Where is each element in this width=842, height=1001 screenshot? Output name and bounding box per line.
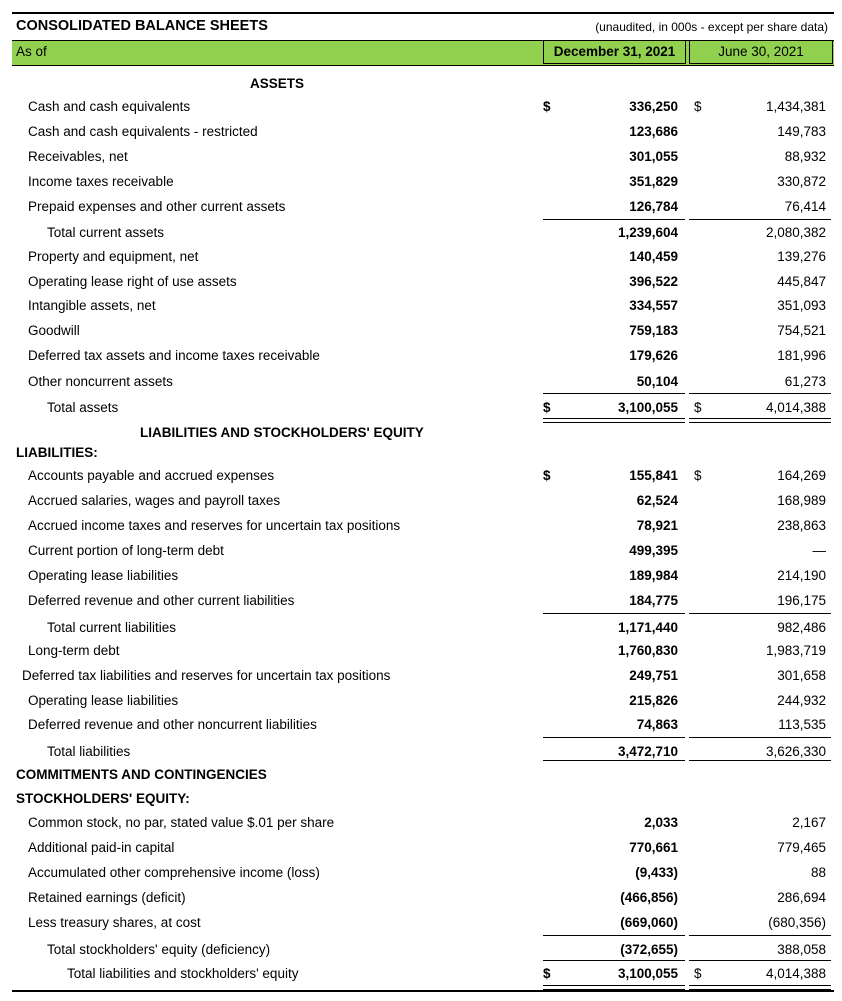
- table-row: [0, 171, 842, 193]
- table-row-total: [0, 939, 842, 961]
- value-jun-2021: 286,694: [777, 890, 826, 905]
- value-dec-2021: 215,826: [629, 693, 678, 708]
- table-row: [0, 837, 842, 859]
- value-jun-2021: 445,847: [777, 274, 826, 289]
- table-row: [0, 862, 842, 884]
- table-row: [0, 465, 842, 487]
- value-dec-2021: 336,250: [629, 99, 678, 114]
- row-label: Cash and cash equivalents - restricted: [28, 124, 258, 139]
- currency-symbol: $: [543, 966, 551, 981]
- value-dec-2021: 50,104: [636, 374, 678, 389]
- value-jun-2021: 1,983,719: [765, 643, 826, 658]
- currency-symbol: $: [694, 468, 702, 483]
- double-rule: [689, 418, 831, 423]
- value-dec-2021: 3,100,055: [617, 966, 678, 981]
- value-dec-2021: 351,829: [629, 174, 678, 189]
- row-label: Accumulated other comprehensive income (loss): [28, 865, 320, 880]
- table-row: [0, 320, 842, 342]
- table-row: [0, 640, 842, 662]
- value-dec-2021: 155,841: [629, 468, 678, 483]
- table-row: [0, 665, 842, 687]
- row-label: Goodwill: [28, 323, 80, 338]
- subtotal-rule: [543, 960, 685, 961]
- total-rule: [689, 760, 831, 761]
- value-jun-2021: 238,863: [777, 518, 826, 533]
- value-jun-2021: 88,932: [784, 149, 826, 164]
- table-row: [0, 345, 842, 367]
- value-jun-2021: 388,058: [777, 942, 826, 957]
- value-jun-2021: 168,989: [777, 493, 826, 508]
- value-dec-2021: (9,433): [635, 865, 678, 880]
- row-label: Total current liabilities: [47, 620, 177, 635]
- currency-symbol: $: [543, 99, 551, 114]
- value-jun-2021: 76,414: [784, 199, 826, 214]
- subtotal-rule: [689, 737, 831, 738]
- value-dec-2021: (372,655): [620, 942, 678, 957]
- value-dec-2021: 3,100,055: [617, 400, 678, 415]
- row-label: Long-term debt: [28, 643, 120, 658]
- table-row-total: [0, 222, 842, 244]
- row-label: Deferred revenue and other noncurrent liabilities: [28, 717, 317, 732]
- value-jun-2021: 754,521: [777, 323, 826, 338]
- value-jun-2021: 2,080,382: [765, 225, 826, 240]
- value-dec-2021: 189,984: [629, 568, 678, 583]
- row-label: Total current assets: [47, 225, 165, 240]
- currency-symbol: $: [543, 468, 551, 483]
- value-dec-2021: 334,557: [629, 298, 678, 313]
- row-label: Less treasury shares, at cost: [28, 915, 201, 930]
- row-label: Deferred tax assets and income taxes receivable: [28, 348, 320, 363]
- value-jun-2021: 196,175: [777, 593, 826, 608]
- row-label: Total liabilities: [47, 744, 131, 759]
- value-dec-2021: 140,459: [629, 249, 678, 264]
- table-row: [0, 121, 842, 143]
- row-label: Property and equipment, net: [28, 249, 199, 264]
- row-label: Deferred tax liabilities and reserves for uncertain tax positions: [22, 668, 391, 683]
- value-dec-2021: 1,760,830: [617, 643, 678, 658]
- table-row: [0, 690, 842, 712]
- bottom-rule: [12, 990, 834, 992]
- value-jun-2021: 1,434,381: [765, 99, 826, 114]
- value-dec-2021: 179,626: [629, 348, 678, 363]
- row-label: Operating lease right of use assets: [28, 274, 237, 289]
- total-rule: [543, 760, 685, 761]
- table-row-total: [0, 617, 842, 639]
- currency-symbol: $: [694, 99, 702, 114]
- value-dec-2021: 2,033: [644, 815, 678, 830]
- value-jun-2021: —: [812, 543, 826, 558]
- section-assets: ASSETS: [250, 76, 305, 91]
- value-jun-2021: 244,932: [777, 693, 826, 708]
- value-jun-2021: 779,465: [777, 840, 826, 855]
- row-label: Accounts payable and accrued expenses: [28, 468, 275, 483]
- row-label: Operating lease liabilities: [28, 568, 179, 583]
- column-header-dec-2021: December 31, 2021: [543, 40, 686, 64]
- table-row: [0, 812, 842, 834]
- value-dec-2021: 78,921: [636, 518, 678, 533]
- subtotal-rule: [543, 737, 685, 738]
- table-row: [0, 271, 842, 293]
- value-dec-2021: 74,863: [636, 717, 678, 732]
- value-jun-2021: 139,276: [777, 249, 826, 264]
- table-row: [0, 295, 842, 317]
- value-jun-2021: (680,356): [768, 915, 826, 930]
- row-label: Other noncurrent assets: [28, 374, 173, 389]
- subtotal-rule: [689, 613, 831, 614]
- value-jun-2021: 164,269: [777, 468, 826, 483]
- double-rule: [543, 418, 685, 423]
- row-label: Deferred revenue and other current liabilities: [28, 593, 295, 608]
- row-label: Prepaid expenses and other current assets: [28, 199, 286, 214]
- value-dec-2021: 126,784: [629, 199, 678, 214]
- value-jun-2021: 4,014,388: [765, 966, 826, 981]
- subtotal-rule: [689, 393, 831, 394]
- table-row-grand-total: [0, 397, 842, 419]
- table-row: [0, 714, 842, 736]
- value-jun-2021: 61,273: [784, 374, 826, 389]
- row-label: Cash and cash equivalents: [28, 99, 191, 114]
- value-dec-2021: 1,239,604: [617, 225, 678, 240]
- subtotal-rule: [543, 613, 685, 614]
- value-dec-2021: 396,522: [629, 274, 678, 289]
- currency-symbol: $: [694, 400, 702, 415]
- row-label: Common stock, no par, stated value $.01 per share: [28, 815, 335, 830]
- table-row: [0, 887, 842, 909]
- subtotal-rule: [689, 960, 831, 961]
- value-jun-2021: 982,486: [777, 620, 826, 635]
- row-label: Additional paid-in capital: [28, 840, 175, 855]
- section-liabilities-equity: LIABILITIES AND STOCKHOLDERS' EQUITY: [140, 425, 424, 440]
- table-row: [0, 196, 842, 218]
- value-dec-2021: 123,686: [629, 124, 678, 139]
- value-dec-2021: 62,524: [636, 493, 678, 508]
- row-label: Income taxes receivable: [28, 174, 174, 189]
- value-jun-2021: 113,535: [778, 717, 826, 732]
- page-title: CONSOLIDATED BALANCE SHEETS: [16, 18, 268, 34]
- column-header-jun-2021: June 30, 2021: [689, 40, 833, 64]
- currency-symbol: $: [543, 400, 551, 415]
- value-dec-2021: 184,775: [629, 593, 678, 608]
- row-label: Receivables, net: [28, 149, 128, 164]
- value-dec-2021: 3,472,710: [617, 744, 678, 759]
- row-label: Total assets: [47, 400, 119, 415]
- value-dec-2021: 759,183: [629, 323, 678, 338]
- table-row: [0, 912, 842, 934]
- value-dec-2021: (669,060): [620, 915, 678, 930]
- subtotal-rule: [543, 935, 685, 936]
- value-dec-2021: 1,171,440: [617, 620, 678, 635]
- value-jun-2021: 2,167: [792, 815, 826, 830]
- table-row-grand-total: [0, 963, 842, 985]
- table-row: [0, 246, 842, 268]
- section-equity: STOCKHOLDERS' EQUITY:: [16, 791, 190, 806]
- currency-symbol: $: [694, 966, 702, 981]
- value-dec-2021: (466,856): [620, 890, 678, 905]
- section-commitments: COMMITMENTS AND CONTINGENCIES: [16, 767, 267, 782]
- table-row: [0, 146, 842, 168]
- subtotal-rule: [689, 935, 831, 936]
- table-row: [0, 490, 842, 512]
- row-label: Total liabilities and stockholders' equity: [67, 966, 299, 981]
- value-dec-2021: 770,661: [629, 840, 678, 855]
- subtotal-rule: [543, 219, 685, 220]
- table-row: [0, 565, 842, 587]
- table-row: [0, 590, 842, 612]
- value-jun-2021: 88: [810, 865, 826, 880]
- value-dec-2021: 301,055: [629, 149, 678, 164]
- value-jun-2021: 149,783: [777, 124, 826, 139]
- value-jun-2021: 214,190: [777, 568, 826, 583]
- units-note: (unaudited, in 000s - except per share data): [595, 20, 828, 34]
- subtotal-rule: [689, 219, 831, 220]
- table-row: [0, 371, 842, 393]
- subtotal-rule: [543, 393, 685, 394]
- table-row: [0, 540, 842, 562]
- row-label: Accrued salaries, wages and payroll taxes: [28, 493, 281, 508]
- value-jun-2021: 301,658: [777, 668, 826, 683]
- row-label: Intangible assets, net: [28, 298, 156, 313]
- value-jun-2021: 4,014,388: [765, 400, 826, 415]
- row-label: Retained earnings (deficit): [28, 890, 186, 905]
- value-jun-2021: 3,626,330: [765, 744, 826, 759]
- row-label: Current portion of long-term debt: [28, 543, 224, 558]
- value-dec-2021: 249,751: [629, 668, 678, 683]
- table-row: [0, 96, 842, 118]
- value-jun-2021: 181,996: [777, 348, 826, 363]
- row-label: Total stockholders' equity (deficiency): [47, 942, 271, 957]
- table-row: [0, 515, 842, 537]
- value-jun-2021: 330,872: [777, 174, 826, 189]
- row-label: Operating lease liabilities: [28, 693, 179, 708]
- section-liabilities: LIABILITIES:: [16, 445, 98, 460]
- value-dec-2021: 499,395: [629, 543, 678, 558]
- value-jun-2021: 351,093: [777, 298, 826, 313]
- row-label: Accrued income taxes and reserves for uncertain tax positions: [28, 518, 401, 533]
- as-of-label: As of: [16, 44, 47, 59]
- top-rule: [12, 12, 834, 14]
